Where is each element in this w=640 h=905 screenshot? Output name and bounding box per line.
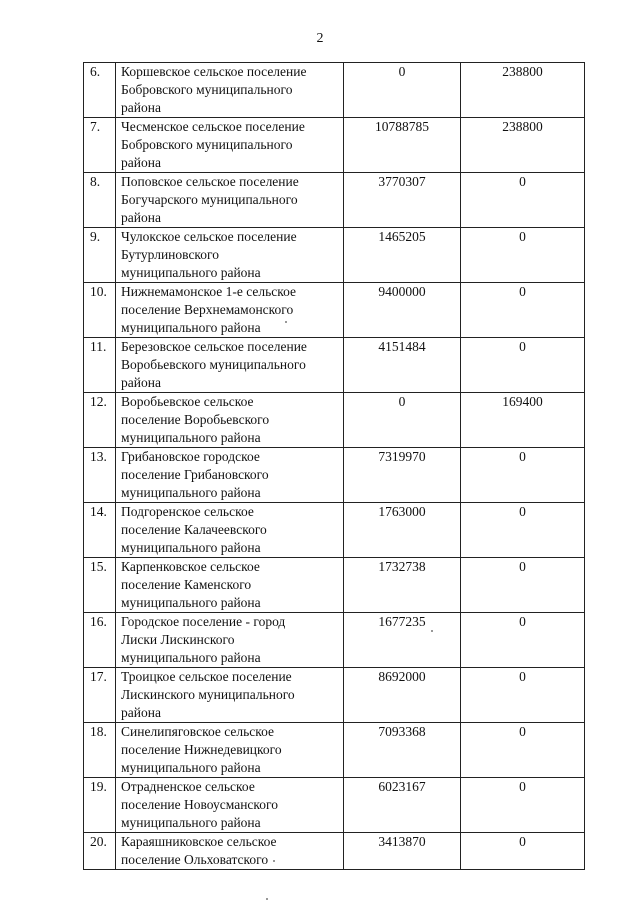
table-row <box>84 613 585 668</box>
row-number: 16. <box>84 613 116 668</box>
amount-2: 0 <box>461 833 585 870</box>
settlement-name <box>116 118 344 173</box>
settlement-name-line: Бутурлиновского <box>121 247 220 262</box>
row-number: 20. <box>84 833 116 870</box>
settlement-name-line: Чесменское сельское поселение <box>121 119 305 134</box>
amount-1: 3770307 <box>344 173 461 228</box>
settlement-name-line: поселение Грибановского <box>121 467 269 482</box>
amount-2: 0 <box>461 778 585 833</box>
settlement-name <box>116 338 344 393</box>
row-number: 15. <box>84 558 116 613</box>
amount-1: 1677235 <box>344 613 461 668</box>
amount-1: 7319970 <box>344 448 461 503</box>
table-row <box>84 668 585 723</box>
table-row <box>84 338 585 393</box>
amount-2: 0 <box>461 448 585 503</box>
settlement-name <box>116 448 344 503</box>
table-row <box>84 778 585 833</box>
settlement-name-line: Подгоренское сельское <box>121 504 254 519</box>
row-number: 17. <box>84 668 116 723</box>
amount-1: 0 <box>344 63 461 118</box>
settlement-name <box>116 723 344 778</box>
settlement-name-line: Караяшниковское сельское <box>121 834 277 849</box>
settlement-name <box>116 778 344 833</box>
amount-2: 0 <box>461 723 585 778</box>
settlement-name-line: района <box>121 210 161 225</box>
settlement-name-line: муниципального района <box>121 320 261 335</box>
settlement-name-line: Воробьевское сельское <box>121 394 254 409</box>
settlement-name <box>116 393 344 448</box>
settlement-name <box>116 833 344 870</box>
settlement-name <box>116 283 344 338</box>
settlement-name <box>116 613 344 668</box>
scan-speck <box>285 321 287 323</box>
amount-2: 0 <box>461 283 585 338</box>
settlement-name <box>116 173 344 228</box>
page-number: 2 <box>316 31 324 46</box>
settlement-name-line: муниципального района <box>121 540 261 555</box>
amount-1: 1763000 <box>344 503 461 558</box>
amount-1: 1732738 <box>344 558 461 613</box>
settlement-name-line: муниципального района <box>121 265 261 280</box>
amount-2: 238800 <box>461 118 585 173</box>
table-row <box>84 393 585 448</box>
settlement-name <box>116 228 344 283</box>
row-number: 14. <box>84 503 116 558</box>
settlement-name-line: Троицкое сельское поселение <box>121 669 292 684</box>
settlement-name-line: поселение Ольховатского <box>121 852 269 867</box>
settlement-name-line: района <box>121 100 161 115</box>
table-row <box>84 833 585 870</box>
amount-1: 3413870 <box>344 833 461 870</box>
settlement-name-line: поселение Нижнедевицкого <box>121 742 282 757</box>
settlement-name-line: муниципального района <box>121 650 261 665</box>
settlement-name-line: Отрадненское сельское <box>121 779 255 794</box>
table-row <box>84 448 585 503</box>
settlement-name-line: муниципального района <box>121 430 261 445</box>
table-row <box>84 723 585 778</box>
settlement-name-line: Березовское сельское поселение <box>121 339 307 354</box>
amount-2: 0 <box>461 613 585 668</box>
table-row <box>84 283 585 338</box>
amount-1: 10788785 <box>344 118 461 173</box>
amount-1: 0 <box>344 393 461 448</box>
settlement-name-line: муниципального района <box>121 815 261 830</box>
row-number: 12. <box>84 393 116 448</box>
amount-1: 8692000 <box>344 668 461 723</box>
amount-2: 0 <box>461 668 585 723</box>
settlement-name <box>116 668 344 723</box>
settlement-name-line: поселение Калачеевского <box>121 522 267 537</box>
settlement-name-line: района <box>121 375 161 390</box>
settlement-name-line: Богучарского муниципального <box>121 192 298 207</box>
amount-1: 9400000 <box>344 283 461 338</box>
settlement-name-line: Бобровского муниципального <box>121 82 293 97</box>
amount-1: 4151484 <box>344 338 461 393</box>
settlement-name-line: Карпенковское сельское <box>121 559 260 574</box>
row-number: 6. <box>84 63 116 118</box>
amount-2: 0 <box>461 228 585 283</box>
settlement-name-line: поселение Верхнемамонского <box>121 302 294 317</box>
settlement-name-line: Нижнемамонское 1-е сельское <box>121 284 297 299</box>
amount-2: 169400 <box>461 393 585 448</box>
scan-speck <box>431 630 433 632</box>
settlement-name-line: поселение Воробьевского <box>121 412 270 427</box>
settlement-name-line: Лиски Лискинского <box>121 632 235 647</box>
settlement-name-line: Чулокское сельское поселение <box>121 229 297 244</box>
amount-2: 0 <box>461 558 585 613</box>
table-body <box>84 63 585 870</box>
amount-2: 238800 <box>461 63 585 118</box>
amount-1: 6023167 <box>344 778 461 833</box>
row-number: 7. <box>84 118 116 173</box>
row-number: 18. <box>84 723 116 778</box>
table-row <box>84 558 585 613</box>
settlement-name-line: Грибановское городское <box>121 449 260 464</box>
settlement-name-line: района <box>121 155 161 170</box>
settlement-name-line: района <box>121 705 161 720</box>
settlement-name-line: муниципального района <box>121 485 261 500</box>
row-number: 10. <box>84 283 116 338</box>
settlement-name-line: Воробьевского муниципального <box>121 357 306 372</box>
settlement-name-line: муниципального района <box>121 595 261 610</box>
table-row <box>84 173 585 228</box>
amount-1: 1465205 <box>344 228 461 283</box>
settlement-name-line: Поповское сельское поселение <box>121 174 299 189</box>
row-number: 8. <box>84 173 116 228</box>
table-row <box>84 118 585 173</box>
row-number: 9. <box>84 228 116 283</box>
scan-speck <box>273 860 275 862</box>
settlement-name-line: Коршевское сельское поселение <box>121 64 307 79</box>
amount-2: 0 <box>461 338 585 393</box>
table-row <box>84 63 585 118</box>
settlement-name-line: поселение Каменского <box>121 577 252 592</box>
settlement-name-line: Городское поселение - город <box>121 614 286 629</box>
row-number: 19. <box>84 778 116 833</box>
settlement-name <box>116 558 344 613</box>
settlement-name <box>116 63 344 118</box>
scan-speck <box>266 898 268 900</box>
row-number: 11. <box>84 338 116 393</box>
settlement-name-line: Синелипяговское сельское <box>121 724 275 739</box>
settlement-name-line: Лискинского муниципального <box>121 687 295 702</box>
allocation-table <box>83 62 585 870</box>
table-row <box>84 503 585 558</box>
settlement-name <box>116 503 344 558</box>
settlement-name-line: Бобровского муниципального <box>121 137 293 152</box>
settlement-name-line: поселение Новоусманского <box>121 797 278 812</box>
amount-1: 7093368 <box>344 723 461 778</box>
table-row <box>84 228 585 283</box>
settlement-name-line: муниципального района <box>121 760 261 775</box>
amount-2: 0 <box>461 173 585 228</box>
row-number: 13. <box>84 448 116 503</box>
amount-2: 0 <box>461 503 585 558</box>
